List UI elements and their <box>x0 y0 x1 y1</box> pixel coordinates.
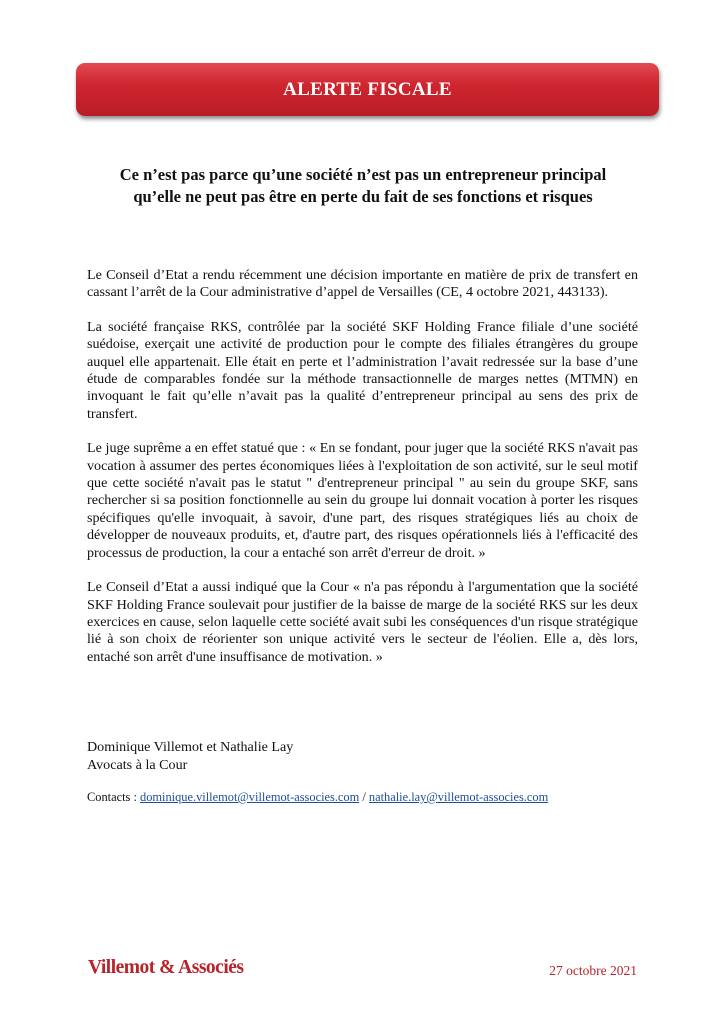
contacts-separator: / <box>359 790 369 804</box>
paragraph-ruling: Le juge suprême a en effet statué que : « En se fondant, pour juger que la société RKS n'avait pas vocation à assumer des pertes économiques liées à l'exploitation de son activité, sur le seul motif que cette société n'avait pas le statut " d'entrepreneur principal " au sein du groupe SKF, sans rechercher si sa position fonctionnelle au sein du groupe lui donnait vocation à porter les risques spécifiques qu'elle invoquait, à savoir, d'une part, des risques stratégiques liés au choix de développer de nouveaux produits, et, d'autre part, des risques opérationnels liés à l'efficacité des processus de production, la cour a entaché son arrêt d'erreur de droit. » <box>87 440 638 561</box>
signature-role: Avocats à la Cour <box>87 757 188 773</box>
banner-title: ALERTE FISCALE <box>283 78 452 100</box>
signature-block <box>87 738 487 774</box>
email-link-villemot[interactable]: dominique.villemot@villemot-associes.com <box>140 790 360 804</box>
headline-line-1: Ce n’est pas parce qu’une société n’est pas un entrepreneur principal <box>119 165 607 184</box>
paragraph-intro: Le Conseil d’Etat a rendu récemment une décision importante en matière de prix de transfert en cassant l’arrêt de la Cour administrative d’appel de Versailles (CE, 4 octobre 2021, 443133). <box>87 267 638 301</box>
paragraph-facts: La société française RKS, contrôlée par la société SKF Holding France filiale d’une société suédoise, exerçait une activité de production pour le compte des filiales étrangères du groupe auquel elle appartenait. Elle était en perte et l’administration l’avait redressée sur la base d’une étude de comparables fondée sur la méthode transactionnelle de marges nettes (MTMN) en invoquant le fait qu’elle n’avait pas la qualité d’entrepreneur principal au sens des prix de transfert. <box>87 318 638 422</box>
article-body <box>87 267 638 683</box>
headline-line-2: qu’elle ne peut pas être en perte du fait de ses fonctions et risques <box>133 187 593 206</box>
email-link-lay[interactable]: nathalie.lay@villemot-associes.com <box>368 790 549 804</box>
contacts-label: Contacts : <box>87 790 140 804</box>
signature-names: Dominique Villemot et Nathalie Lay <box>87 739 294 755</box>
firm-logo: Villemot & Associés <box>88 957 244 978</box>
contacts-line <box>87 789 647 805</box>
headline <box>88 164 638 208</box>
document-date: 27 octobre 2021 <box>549 963 637 978</box>
paragraph-motivation: Le Conseil d’Etat a aussi indiqué que la Cour « n'a pas répondu à l'argumentation que la société SKF Holding France soulevait pour justifier de la baisse de marge de la société RKS sur les deux exercices en cause, selon laquelle cette société avait subi les conséquences d'un risque stratégique lié à son choix de réorienter son unique activité vers le secteur de l'éolien. Elle a, dès lors, entaché son arrêt d'une insuffisance de motivation. » <box>87 579 638 665</box>
alert-banner <box>76 63 659 116</box>
